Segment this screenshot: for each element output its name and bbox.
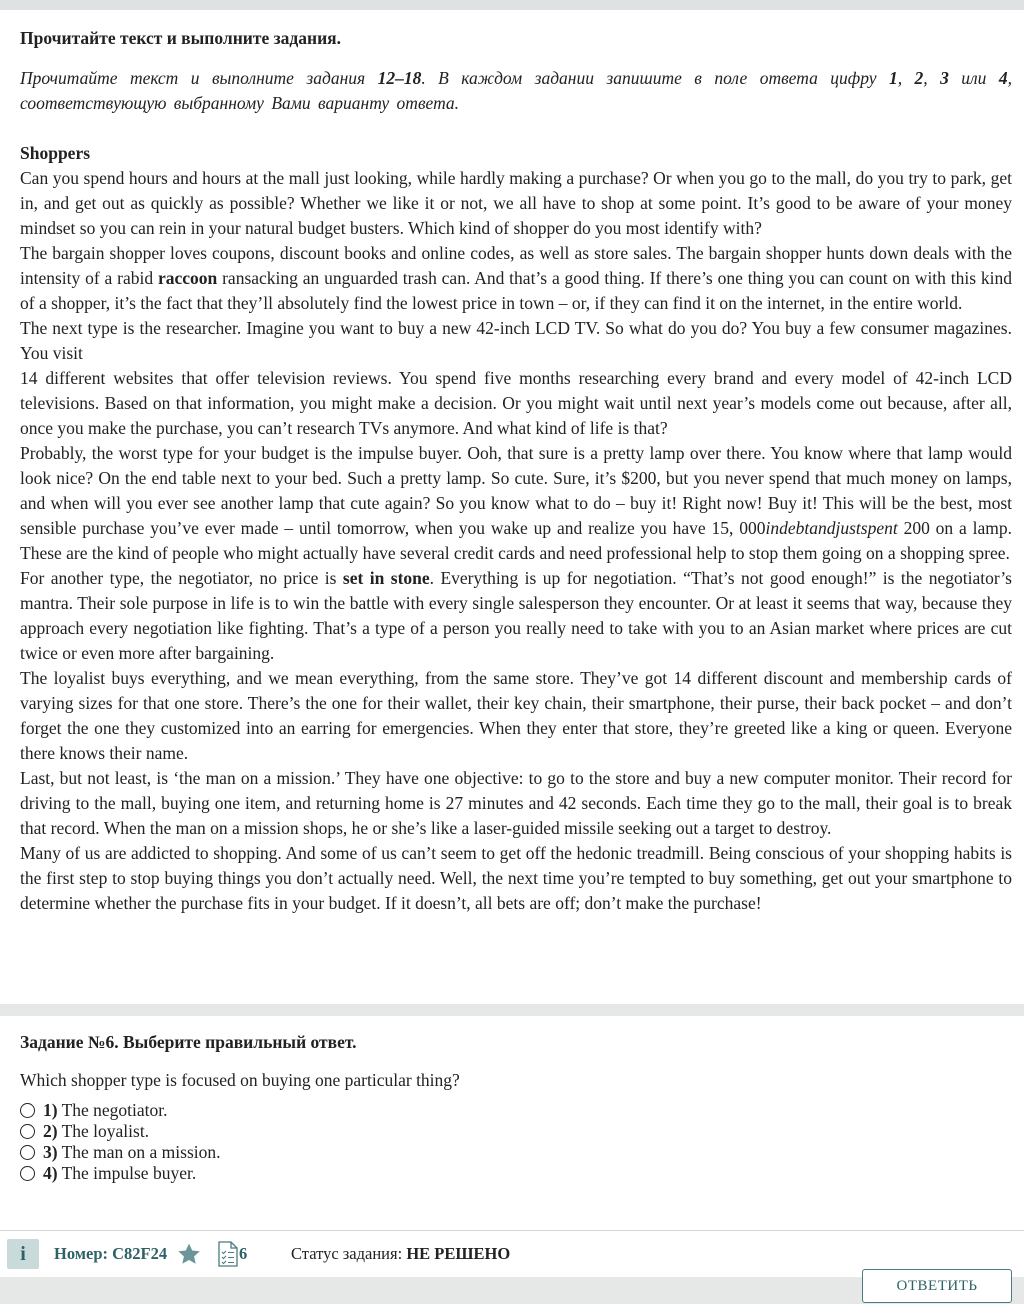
p2-text-a: The bargain shopper loves coupons, discount books and online codes, as well as store sales. The bargain shopper hunts down deals with the intensity of a rabid: [20, 243, 1012, 288]
article-paragraph-intro: Can you spend hours and hours at the mall just looking, while hardly making a purchase? Or when you go to the mall, do you try to park, get in, and get out as quickly as possible? Whether we like it or not, we all have to shop at some point. It’s good to be aware of your money mindset so you can rein in your natural budget busters. Which kind of shopper do you most identify with?: [20, 168, 1012, 238]
task-list-icon[interactable]: [218, 1241, 238, 1267]
instruction-sep-1: ,: [897, 68, 915, 88]
article-paragraph-negotiator: [20, 566, 1012, 666]
instruction-digit-2: 2: [914, 68, 924, 88]
option-text: The man on a mission.: [61, 1142, 221, 1162]
instruction-range: 12–18: [377, 68, 422, 88]
article-paragraph-bargain: [20, 241, 1012, 316]
option-text: The negotiator.: [61, 1100, 168, 1120]
option-number: 3): [43, 1142, 58, 1162]
answer-option-1[interactable]: [20, 1100, 1012, 1121]
task-panel: [0, 1016, 1024, 1230]
answer-button[interactable]: ОТВЕТИТЬ: [862, 1269, 1012, 1303]
option-text: The impulse buyer.: [61, 1163, 197, 1183]
instruction-digit-4: 4: [998, 68, 1008, 88]
instruction-part3: , соответствующую выбранному Вами варианту ответа.: [20, 68, 1012, 113]
answer-option-4[interactable]: [20, 1163, 1012, 1184]
text-heading: Прочитайте текст и выполните задания.: [20, 28, 342, 48]
article-title: Shoppers: [20, 143, 91, 163]
p5-italic: indebtandjustspent: [765, 518, 898, 538]
article-paragraph-mission: Last, but not least, is ‘the man on a mission.’ They have one objective: to go to the store and buy a new computer monitor. Their record for driving to the mall, buying one item, and returning home is 27 minutes and 42 seconds. Each time they go to the mall, their goal is to break that record. When the man on a mission shops, he or she’s like a laser-guided missile seeking out a target to destroy.: [20, 768, 1012, 838]
highlight-raccoon: raccoon: [157, 268, 218, 288]
instruction-sep-2: ,: [923, 68, 941, 88]
radio-button[interactable]: [20, 1124, 35, 1139]
radio-button[interactable]: [20, 1103, 35, 1118]
option-text: The loyalist.: [61, 1121, 150, 1141]
article-paragraph-impulse: [20, 441, 1012, 566]
instruction-digit-1: 1: [888, 68, 898, 88]
text-panel: [0, 10, 1024, 1004]
option-number: 1): [43, 1100, 58, 1120]
article-paragraph-loyalist: The loyalist buys everything, and we mean everything, from the same store. They’ve got 14 different discount and membership cards of varying sizes for that one store. There’s the one for their wallet, their key chain, their smartphone, their purse, their back pocket – and don’t forget the one they customized into an earring for emergencies. When they enter that store, they’re greeted like a king or queen. Everyone there knows their name.: [20, 668, 1012, 763]
p5-text-b: 200 on a lamp. These are the kind of people who might actually have several credit cards and need professional help to stop them going on a shopping spree.: [20, 518, 1012, 563]
radio-button[interactable]: [20, 1166, 35, 1181]
p2-text-b: ransacking an unguarded trash can. And that’s a good thing. If there’s one thing you can count on with this kind of a shopper, it’s the fact that they’ll absolutely find the lowest price in town – or, if they can find it on the internet, in the entire world.: [20, 268, 1012, 313]
instruction-digit-3: 3: [940, 68, 949, 88]
p5-text-a: Probably, the worst type for your budget is the impulse buyer. Ooh, that sure is a pretty lamp over there. You know where that lamp would look nice? On the end table next to your bed. Such a pretty lamp. So cute. Sure, it’s $200, but you never spend that much money on lamps, and when will you ever see another lamp that cute again? So you know what to do – buy it! Right now! Buy it! This will be the best, most sensible purchase you’ve ever made – until tomorrow, when you wake up and realize you have 15, 000: [20, 443, 1012, 538]
instruction-or: или: [948, 68, 999, 88]
status-value: НЕ РЕШЕНО: [406, 1244, 511, 1263]
option-number: 4): [43, 1163, 58, 1183]
article-paragraph-researcher: The next type is the researcher. Imagine you want to buy a new 42-inch LCD TV. So what do you do? You buy a few consumer magazines. You visit: [20, 318, 1012, 363]
task-number: Номер: C82F24: [54, 1244, 168, 1263]
task-status: [291, 1244, 510, 1264]
p6-text-a: For another type, the negotiator, no price is: [20, 568, 343, 588]
p6-text-b: . Everything is up for negotiation. “That’s not good enough!” is the negotiator’s mantra. Their sole purpose in life is to win the battle with every single salesperson they encounter. Or at least it seems that way, because they approach every negotiation like fighting. That’s a type of a person you really need to take with you to an Asian market where prices are cut twice or even more after bargaining.: [20, 568, 1012, 663]
instruction-part2: . В каждом задании запишите в поле ответа цифру: [421, 68, 889, 88]
status-label: Статус задания:: [291, 1244, 407, 1263]
answer-options: [20, 1100, 1012, 1184]
task-title: Задание №6. Выберите правильный ответ.: [20, 1032, 357, 1052]
radio-button[interactable]: [20, 1145, 35, 1160]
answer-option-3[interactable]: [20, 1142, 1012, 1163]
answer-option-2[interactable]: [20, 1121, 1012, 1142]
article: [20, 141, 1012, 916]
task-question: Which shopper type is focused on buying one particular thing?: [20, 1070, 460, 1090]
article-paragraph-researcher-cont: 14 different websites that offer television reviews. You spend five months researching every brand and every model of 42-inch LCD televisions. Based on that information, you might make a decision. Or you might wait until next year’s models come out because, after all, once you make the purchase, you can’t research TVs anymore. And what kind of life is that?: [20, 368, 1012, 438]
doc-count: 6: [239, 1244, 248, 1263]
favorite-star-icon[interactable]: [176, 1242, 202, 1267]
top-strip: [0, 0, 1024, 10]
instruction: [20, 66, 1012, 116]
article-paragraph-conclusion: Many of us are addicted to shopping. And some of us can’t seem to get off the hedonic treadmill. Being conscious of your shopping habits is the first step to stop buying things you don’t actually need. Well, the next time you’re tempted to buy something, get out your smartphone to determine whether the purchase fits in your budget. If it doesn’t, all bets are off; don’t make the purchase!: [20, 843, 1012, 913]
highlight-set-in-stone: set in stone: [342, 568, 430, 588]
instruction-part1: Прочитайте текст и выполните задания: [20, 68, 378, 88]
info-button[interactable]: i: [7, 1239, 39, 1269]
option-number: 2): [43, 1121, 58, 1141]
